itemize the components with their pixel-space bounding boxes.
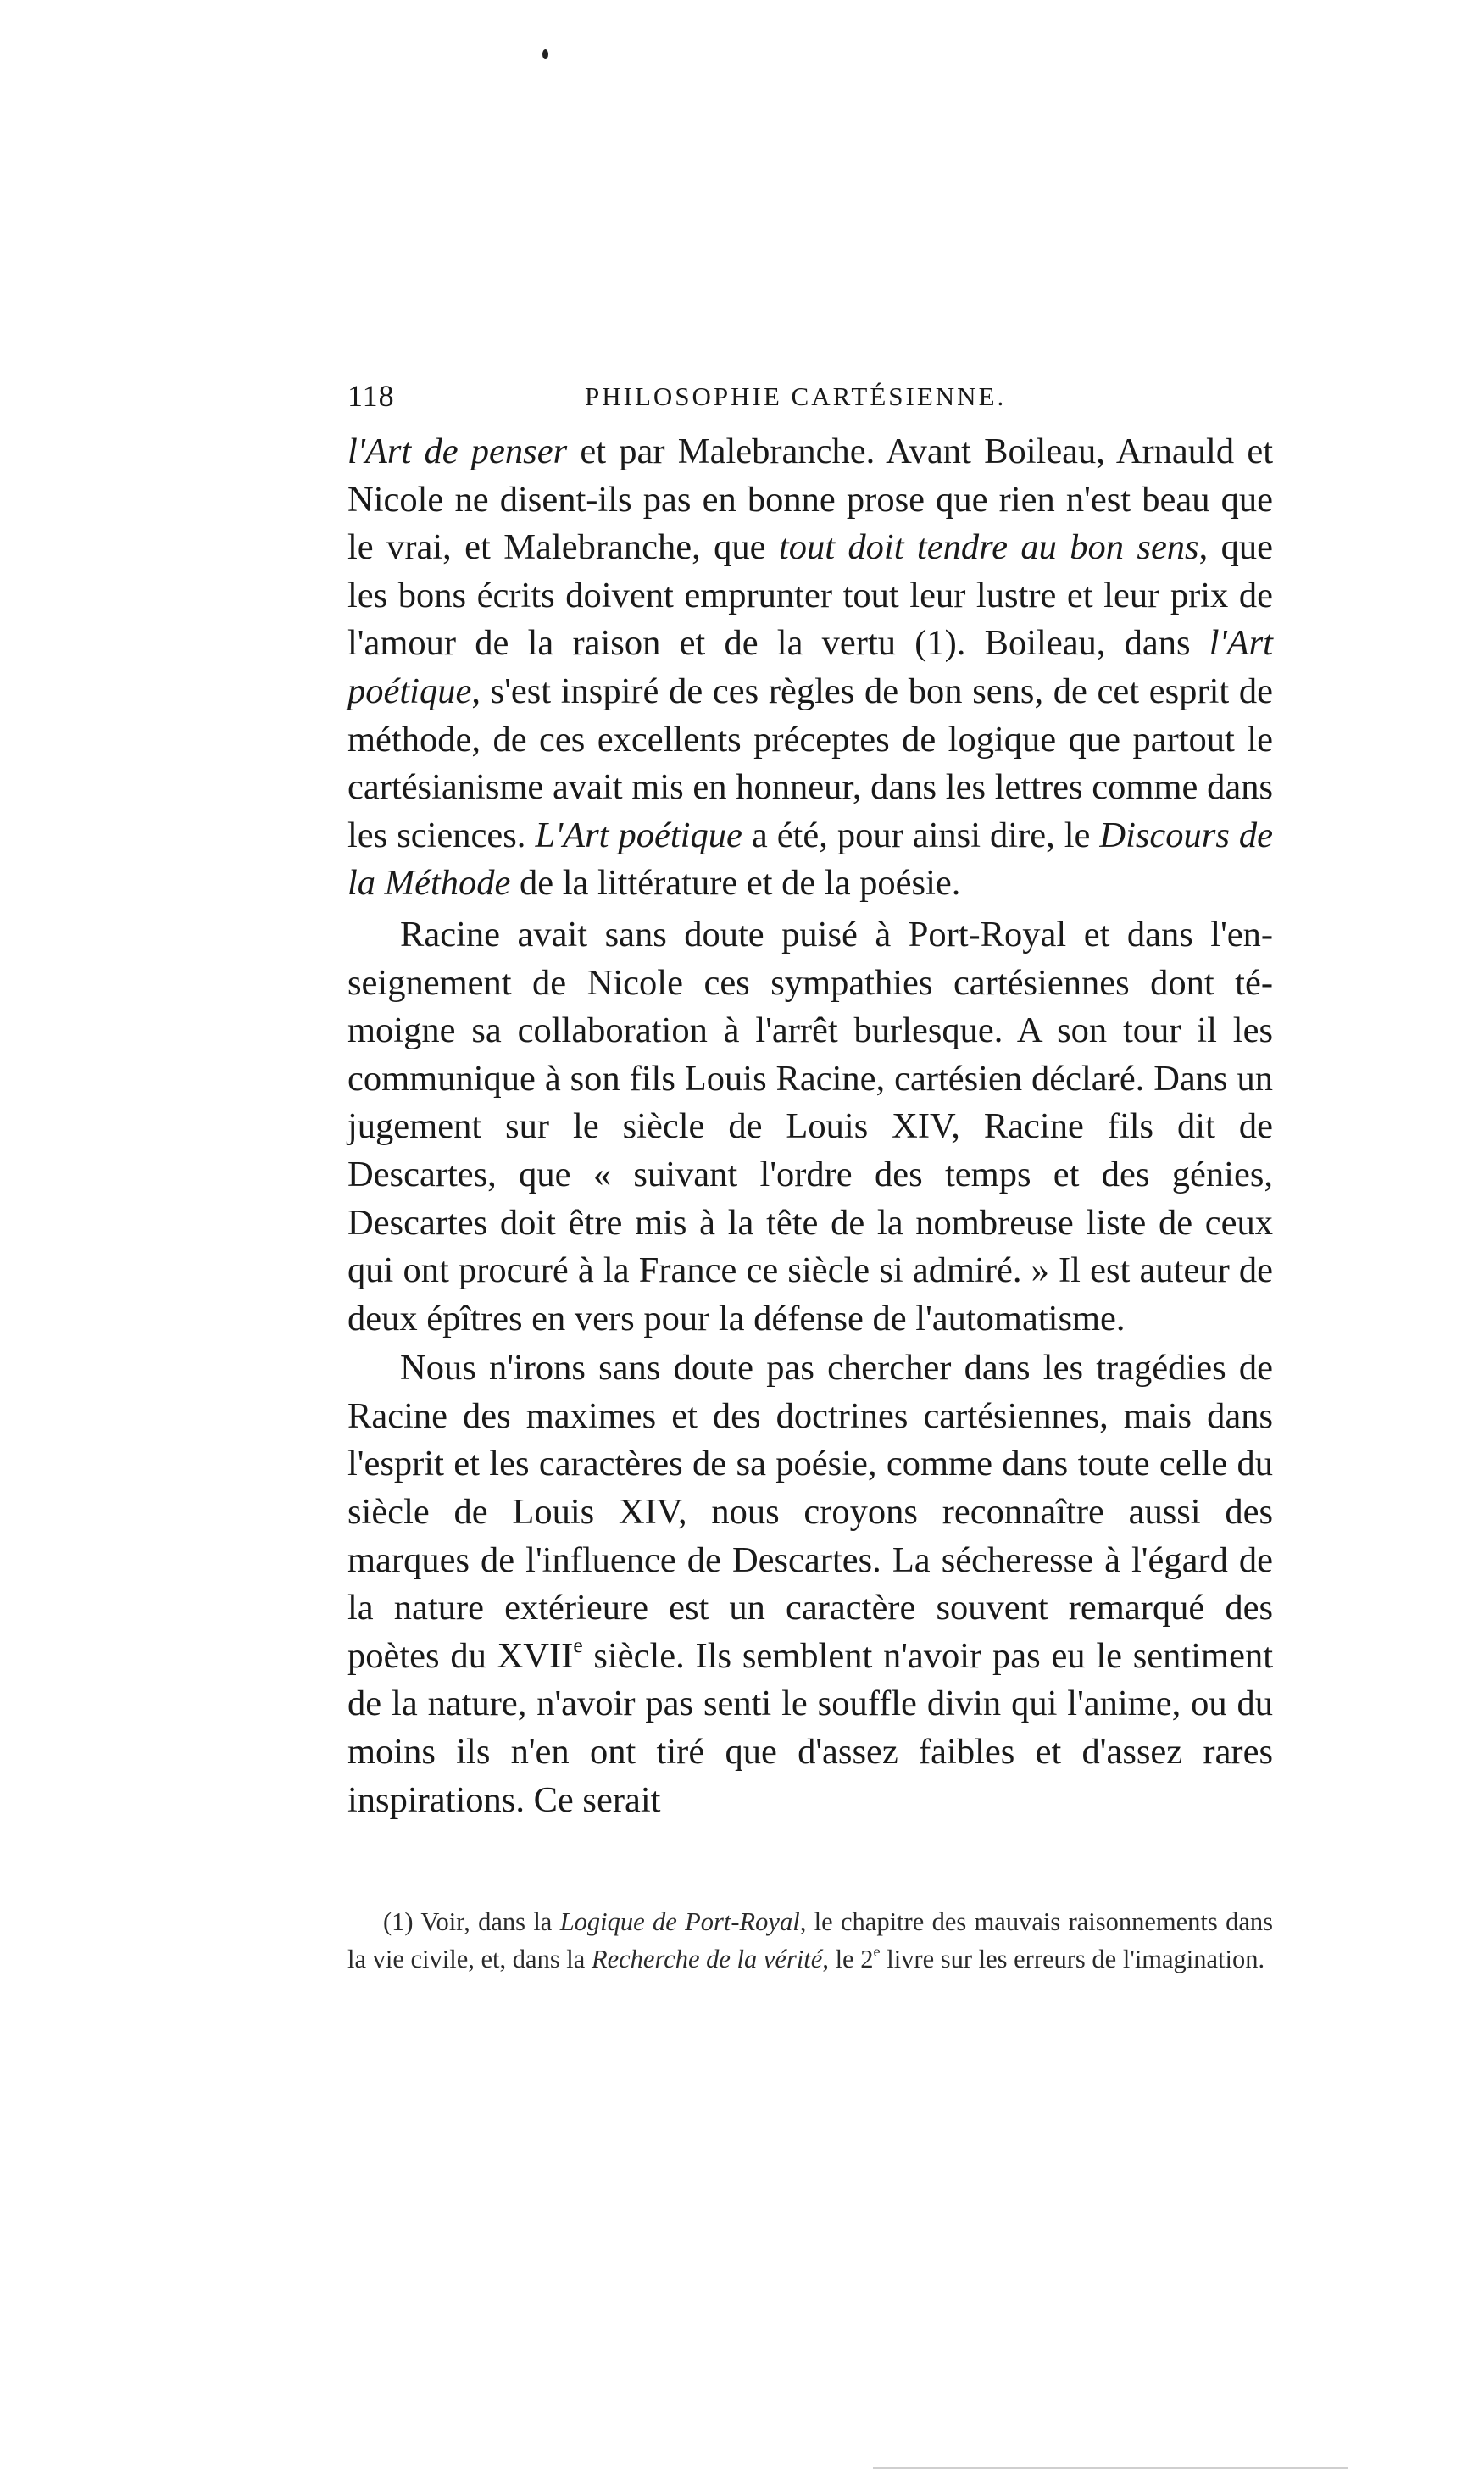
footnote-text: [347, 1903, 1273, 1978]
text-run: Racine avait sans doute puisé à Port-Royal et dans l'enseignement de Nicole ces sympathies cartésiennes dont témoigne sa collaboration à l'arrêt burlesque. A son tour il les communique à son fils Louis Racine, cartésien déclaré. Dans un jugement sur le siècle de Louis XIV, Racine fils dit de Descartes, que « suivant l'ordre des temps et des génies, Descartes doit être mis à la tête de la nombreuse liste de ceux qui ont procuré à la France ce siècle si admiré. » Il est auteur de deux épîtres en vers pour la défense de l'automatisme.: [347, 914, 1273, 1339]
page-number: 118: [347, 379, 395, 413]
text-run: , le chapitre des mauvais raisonnements dans la vie civile, et, dans la: [347, 1907, 1273, 1973]
text-run: , que les bons écrits doivent emprunter tout leur lustre et leur prix de l'amour de la raison et de la vertu (1). Boileau, dans: [347, 527, 1273, 664]
italic-text: Logique de Port-Royal: [559, 1907, 800, 1936]
text-run: a été, pour ainsi dire, le: [742, 815, 1100, 855]
paragraph: [347, 428, 1273, 908]
superscript: e: [573, 1633, 583, 1657]
text-run: , s'est inspiré de ces règles de bon sens, de cet esprit de méthode, de ces excellents préceptes de logique que partout le cartésianisme avait mis en honneur, dans les lettres comme dans les sciences.: [347, 671, 1273, 855]
italic-text: tout doit tendre au bon sens: [778, 527, 1199, 568]
text-run: de la littérature et de la poésie.: [510, 863, 961, 904]
italic-text: L'Art poétique: [535, 815, 742, 855]
running-title: PHILOSOPHIE CARTÉSIENNE.: [585, 381, 1007, 411]
superscript: e: [873, 1943, 881, 1961]
scan-edge-line: [873, 2467, 1348, 2469]
text-run: Nous n'irons sans doute pas chercher dans les tragédies de Racine des maximes et des doctrines cartésiennes, mais dans l'esprit et les caractères de sa poésie, comme dans toute celle du siècle de Louis XIV, nous croyons reconnaître aussi des marques de l'influence de Descartes. La sécheresse à l'égard de la nature extérieure est un caractère souvent remarqué des poètes du XVII: [347, 1348, 1273, 1676]
text-run: et par Malebranche. Avant Boileau, Arnauld et Nicole ne disent-ils pas en bonne prose que rien n'est beau que le vrai, et Malebranche, que: [347, 431, 1274, 568]
italic-text: l'Art poétique: [347, 623, 1273, 711]
paragraph: [347, 911, 1273, 1343]
text-run: siècle. Ils semblent n'avoir pas eu le sentiment de la nature, n'avoir pas senti le souffle divin qui l'anime, ou du moins ils n'en ont tiré que d'assez faibles et d'assez rares inspirations. Ce serait: [347, 1635, 1274, 1820]
italic-text: l'Art de penser: [347, 431, 568, 471]
italic-text: Recherche de la vérité: [591, 1945, 823, 1973]
text-run: livre sur les erreurs de l'imagination.: [880, 1945, 1265, 1973]
paragraph: [347, 1344, 1273, 1824]
body-text: [347, 428, 1273, 1824]
text-run: , le 2: [822, 1945, 874, 1973]
text-run: (1) Voir, dans la: [383, 1907, 560, 1936]
page-header: [347, 373, 1280, 424]
italic-text: Discours de la Méthode: [347, 815, 1273, 904]
ink-speck: [542, 49, 548, 59]
footnote: [347, 1903, 1273, 1978]
